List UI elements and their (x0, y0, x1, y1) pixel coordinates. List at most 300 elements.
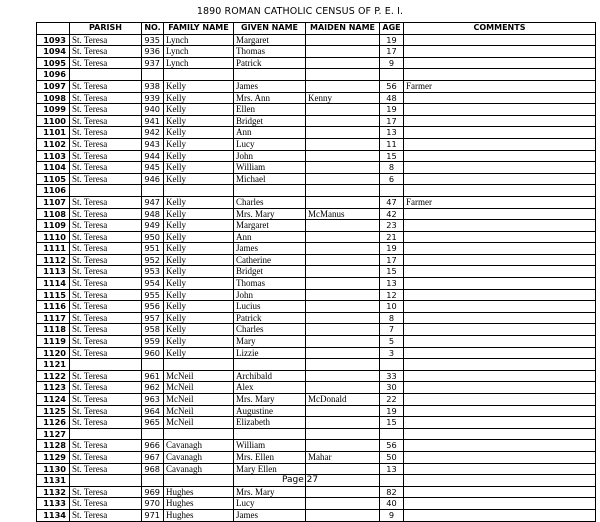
census-table (36, 22, 596, 522)
given-name-cell: Mrs. Mary (234, 486, 306, 498)
age-cell: 56 (380, 440, 404, 452)
table-row (37, 417, 596, 429)
family-name-cell: Lynch (164, 34, 234, 46)
comments-cell (404, 289, 596, 301)
comments-cell (404, 231, 596, 243)
age-cell: 47 (380, 196, 404, 208)
number-cell: 962 (142, 382, 164, 394)
comments-cell (404, 127, 596, 139)
table-row (37, 254, 596, 266)
given-name-cell: James (234, 80, 306, 92)
family-name-cell: Kelly (164, 347, 234, 359)
maiden-name-cell (306, 162, 380, 174)
age-cell: 7 (380, 324, 404, 336)
comments-cell (404, 324, 596, 336)
row-number-cell: 1107 (37, 196, 70, 208)
family-name-cell: Kelly (164, 266, 234, 278)
maiden-name-cell (306, 324, 380, 336)
row-number-cell: 1108 (37, 208, 70, 220)
comments-cell (404, 46, 596, 58)
comments-cell: Farmer (404, 80, 596, 92)
number-cell: 941 (142, 115, 164, 127)
table-row (37, 301, 596, 313)
number-cell: 969 (142, 486, 164, 498)
comments-cell (404, 150, 596, 162)
number-cell: 951 (142, 243, 164, 255)
comments-cell (404, 498, 596, 510)
comments-cell (404, 370, 596, 382)
maiden-name-cell (306, 80, 380, 92)
row-number-cell: 1098 (37, 92, 70, 104)
row-number-cell: 1095 (37, 57, 70, 69)
family-name-cell: Kelly (164, 289, 234, 301)
given-name-cell: Charles (234, 324, 306, 336)
given-name-cell: James (234, 243, 306, 255)
number-cell: 949 (142, 220, 164, 232)
row-number-cell: 1134 (37, 509, 70, 521)
row-number-cell: 1126 (37, 417, 70, 429)
family-name-cell: Kelly (164, 92, 234, 104)
parish-cell: St. Teresa (70, 57, 142, 69)
row-number-cell: 1104 (37, 162, 70, 174)
page-title: 1890 ROMAN CATHOLIC CENSUS OF P. E. I. (196, 6, 404, 17)
number-cell: 964 (142, 405, 164, 417)
row-number-cell: 1109 (37, 220, 70, 232)
number-cell: 953 (142, 266, 164, 278)
age-cell: 17 (380, 115, 404, 127)
row-number-cell: 1096 (37, 69, 70, 81)
comments-cell (404, 92, 596, 104)
given-name-cell: John (234, 150, 306, 162)
comments-cell (404, 266, 596, 278)
table-row (37, 347, 596, 359)
comments-cell (404, 185, 596, 197)
age-cell (380, 69, 404, 81)
table-row (37, 46, 596, 58)
table-row (37, 115, 596, 127)
row-number-cell: 1106 (37, 185, 70, 197)
number-cell: 938 (142, 80, 164, 92)
family-name-cell: Kelly (164, 336, 234, 348)
given-name-cell: Lucius (234, 301, 306, 313)
number-cell: 950 (142, 231, 164, 243)
parish-cell: St. Teresa (70, 312, 142, 324)
maiden-name-cell (306, 57, 380, 69)
family-name-cell (164, 428, 234, 440)
parish-cell: St. Teresa (70, 243, 142, 255)
given-name-cell: Mary Ellen (234, 463, 306, 475)
comments-cell (404, 382, 596, 394)
given-name-cell (234, 359, 306, 371)
table-row (37, 231, 596, 243)
number-cell: 963 (142, 394, 164, 406)
family-name-cell: Kelly (164, 312, 234, 324)
number-cell (142, 69, 164, 81)
maiden-name-cell (306, 463, 380, 475)
age-cell: 15 (380, 150, 404, 162)
parish-cell: St. Teresa (70, 486, 142, 498)
age-cell: 9 (380, 509, 404, 521)
family-name-cell: Kelly (164, 208, 234, 220)
row-number-cell: 1130 (37, 463, 70, 475)
parish-cell: St. Teresa (70, 509, 142, 521)
given-name-cell: Catherine (234, 254, 306, 266)
age-cell: 21 (380, 231, 404, 243)
comments-cell (404, 312, 596, 324)
parish-cell: St. Teresa (70, 173, 142, 185)
maiden-name-cell: Kenny (306, 92, 380, 104)
age-cell: 50 (380, 451, 404, 463)
parish-cell (70, 359, 142, 371)
parish-cell (70, 69, 142, 81)
row-number-cell: 1100 (37, 115, 70, 127)
row-number-cell: 1129 (37, 451, 70, 463)
maiden-name-cell (306, 266, 380, 278)
comments-cell (404, 162, 596, 174)
number-cell: 960 (142, 347, 164, 359)
parish-cell: St. Teresa (70, 231, 142, 243)
age-cell: 11 (380, 138, 404, 150)
row-number-cell: 1128 (37, 440, 70, 452)
age-cell: 33 (380, 370, 404, 382)
parish-cell: St. Teresa (70, 254, 142, 266)
maiden-name-cell (306, 486, 380, 498)
age-cell: 15 (380, 417, 404, 429)
comments-cell (404, 347, 596, 359)
comments-cell (404, 359, 596, 371)
family-name-cell: Kelly (164, 127, 234, 139)
parish-cell: St. Teresa (70, 34, 142, 46)
given-name-cell: Mrs. Ann (234, 92, 306, 104)
row-number-cell: 1125 (37, 405, 70, 417)
family-name-cell: Kelly (164, 254, 234, 266)
number-cell: 959 (142, 336, 164, 348)
maiden-name-cell (306, 196, 380, 208)
maiden-name-cell (306, 231, 380, 243)
number-cell: 955 (142, 289, 164, 301)
comments-cell (404, 428, 596, 440)
age-cell (380, 359, 404, 371)
comments-cell (404, 69, 596, 81)
table-row (37, 138, 596, 150)
comments-cell (404, 405, 596, 417)
given-name-cell: Mrs. Mary (234, 208, 306, 220)
number-cell: 943 (142, 138, 164, 150)
given-name-cell: Thomas (234, 278, 306, 290)
parish-cell: St. Teresa (70, 278, 142, 290)
given-name-cell: Mary (234, 336, 306, 348)
parish-cell: St. Teresa (70, 92, 142, 104)
comments-cell (404, 34, 596, 46)
row-number-cell: 1102 (37, 138, 70, 150)
given-name-cell: Patrick (234, 57, 306, 69)
maiden-name-cell (306, 370, 380, 382)
parish-cell: St. Teresa (70, 266, 142, 278)
age-cell: 9 (380, 57, 404, 69)
table-row (37, 92, 596, 104)
family-name-cell: Lynch (164, 46, 234, 58)
age-cell: 13 (380, 463, 404, 475)
given-name-cell (234, 428, 306, 440)
parish-cell: St. Teresa (70, 46, 142, 58)
row-number-cell: 1117 (37, 312, 70, 324)
comments-cell (404, 254, 596, 266)
column-header-comments: COMMENTS (404, 23, 596, 35)
maiden-name-cell (306, 428, 380, 440)
parish-cell: St. Teresa (70, 289, 142, 301)
maiden-name-cell (306, 185, 380, 197)
age-cell: 19 (380, 104, 404, 116)
given-name-cell: Michael (234, 173, 306, 185)
table-row (37, 196, 596, 208)
family-name-cell (164, 69, 234, 81)
number-cell: 944 (142, 150, 164, 162)
family-name-cell: Kelly (164, 231, 234, 243)
family-name-cell: Kelly (164, 301, 234, 313)
table-row (37, 185, 596, 197)
table-row (37, 486, 596, 498)
parish-cell: St. Teresa (70, 115, 142, 127)
table-row (37, 104, 596, 116)
row-number-cell: 1132 (37, 486, 70, 498)
family-name-cell (164, 185, 234, 197)
number-cell: 935 (142, 34, 164, 46)
maiden-name-cell (306, 173, 380, 185)
family-name-cell: Kelly (164, 278, 234, 290)
row-number-cell: 1093 (37, 34, 70, 46)
age-cell: 19 (380, 34, 404, 46)
page-number: Page 27 (281, 475, 319, 485)
given-name-cell: Lizzie (234, 347, 306, 359)
maiden-name-cell: McDonald (306, 394, 380, 406)
family-name-cell: Kelly (164, 162, 234, 174)
table-row (37, 127, 596, 139)
age-cell: 12 (380, 289, 404, 301)
comments-cell (404, 451, 596, 463)
table-row (37, 289, 596, 301)
number-cell: 947 (142, 196, 164, 208)
parish-cell: St. Teresa (70, 463, 142, 475)
given-name-cell: Patrick (234, 312, 306, 324)
table-row (37, 69, 596, 81)
number-cell: 970 (142, 498, 164, 510)
table-row (37, 80, 596, 92)
maiden-name-cell (306, 220, 380, 232)
given-name-cell: Mrs. Mary (234, 394, 306, 406)
given-name-cell: Bridget (234, 115, 306, 127)
given-name-cell (234, 69, 306, 81)
parish-cell: St. Teresa (70, 127, 142, 139)
family-name-cell: McNeil (164, 394, 234, 406)
number-cell: 967 (142, 451, 164, 463)
age-cell: 15 (380, 266, 404, 278)
number-cell: 957 (142, 312, 164, 324)
age-cell: 56 (380, 80, 404, 92)
comments-cell (404, 138, 596, 150)
table-header-row (37, 23, 596, 35)
given-name-cell: Margaret (234, 220, 306, 232)
family-name-cell: Kelly (164, 138, 234, 150)
number-cell: 940 (142, 104, 164, 116)
column-header-maiden-name: MAIDEN NAME (306, 23, 380, 35)
age-cell: 6 (380, 173, 404, 185)
family-name-cell: Kelly (164, 115, 234, 127)
age-cell: 13 (380, 127, 404, 139)
table-row (37, 34, 596, 46)
number-cell: 936 (142, 46, 164, 58)
number-cell: 966 (142, 440, 164, 452)
parish-cell (70, 185, 142, 197)
row-number-cell: 1119 (37, 336, 70, 348)
number-cell: 956 (142, 301, 164, 313)
maiden-name-cell (306, 115, 380, 127)
comments-cell (404, 115, 596, 127)
row-number-cell: 1121 (37, 359, 70, 371)
number-cell (142, 428, 164, 440)
given-name-cell: Ellen (234, 104, 306, 116)
row-number-cell: 1116 (37, 301, 70, 313)
maiden-name-cell (306, 34, 380, 46)
family-name-cell: McNeil (164, 370, 234, 382)
maiden-name-cell (306, 417, 380, 429)
family-name-cell: Hughes (164, 486, 234, 498)
family-name-cell: Kelly (164, 173, 234, 185)
number-cell: 945 (142, 162, 164, 174)
table-row (37, 428, 596, 440)
age-cell: 82 (380, 486, 404, 498)
table-row (37, 359, 596, 371)
maiden-name-cell (306, 254, 380, 266)
number-cell: 961 (142, 370, 164, 382)
row-number-cell: 1105 (37, 173, 70, 185)
table-row (37, 370, 596, 382)
row-number-cell: 1094 (37, 46, 70, 58)
parish-cell: St. Teresa (70, 150, 142, 162)
maiden-name-cell (306, 46, 380, 58)
parish-cell: St. Teresa (70, 498, 142, 510)
number-cell: 939 (142, 92, 164, 104)
parish-cell: St. Teresa (70, 405, 142, 417)
given-name-cell: Lucy (234, 138, 306, 150)
maiden-name-cell (306, 405, 380, 417)
given-name-cell: Ann (234, 231, 306, 243)
number-cell: 942 (142, 127, 164, 139)
family-name-cell: Hughes (164, 498, 234, 510)
row-number-cell: 1114 (37, 278, 70, 290)
comments-cell (404, 394, 596, 406)
number-cell: 958 (142, 324, 164, 336)
age-cell: 8 (380, 162, 404, 174)
given-name-cell: Thomas (234, 46, 306, 58)
parish-cell: St. Teresa (70, 451, 142, 463)
given-name-cell: Archibald (234, 370, 306, 382)
table-row (37, 220, 596, 232)
age-cell: 40 (380, 498, 404, 510)
age-cell: 10 (380, 301, 404, 313)
comments-cell (404, 173, 596, 185)
family-name-cell: Cavanagh (164, 451, 234, 463)
family-name-cell: Hughes (164, 509, 234, 521)
parish-cell: St. Teresa (70, 336, 142, 348)
age-cell: 8 (380, 312, 404, 324)
table-row (37, 243, 596, 255)
row-number-cell: 1101 (37, 127, 70, 139)
maiden-name-cell (306, 440, 380, 452)
table-row (37, 278, 596, 290)
maiden-name-cell: Mahar (306, 451, 380, 463)
given-name-cell: Margaret (234, 34, 306, 46)
comments-cell (404, 417, 596, 429)
table-row (37, 57, 596, 69)
maiden-name-cell (306, 69, 380, 81)
maiden-name-cell: McManus (306, 208, 380, 220)
age-cell: 17 (380, 254, 404, 266)
comments-cell (404, 57, 596, 69)
comments-cell (404, 208, 596, 220)
table-row (37, 208, 596, 220)
family-name-cell: Kelly (164, 104, 234, 116)
table-row (37, 451, 596, 463)
given-name-cell: James (234, 509, 306, 521)
parish-cell: St. Teresa (70, 104, 142, 116)
table-row (37, 150, 596, 162)
table-row (37, 382, 596, 394)
table-row (37, 405, 596, 417)
comments-cell (404, 301, 596, 313)
given-name-cell: Alex (234, 382, 306, 394)
table-row (37, 336, 596, 348)
table-row (37, 394, 596, 406)
age-cell: 48 (380, 92, 404, 104)
age-cell: 3 (380, 347, 404, 359)
given-name-cell: Mrs. Ellen (234, 451, 306, 463)
comments-cell (404, 104, 596, 116)
family-name-cell: Kelly (164, 220, 234, 232)
row-number-cell: 1118 (37, 324, 70, 336)
table-row (37, 173, 596, 185)
number-cell: 968 (142, 463, 164, 475)
number-cell (142, 359, 164, 371)
row-number-cell: 1124 (37, 394, 70, 406)
parish-cell (70, 428, 142, 440)
given-name-cell: Augustine (234, 405, 306, 417)
number-cell: 965 (142, 417, 164, 429)
age-cell: 22 (380, 394, 404, 406)
age-cell (380, 428, 404, 440)
comments-cell (404, 486, 596, 498)
parish-cell: St. Teresa (70, 417, 142, 429)
row-number-cell: 1131 (37, 475, 70, 487)
row-number-cell: 1115 (37, 289, 70, 301)
row-number-cell: 1111 (37, 243, 70, 255)
family-name-cell: Cavanagh (164, 463, 234, 475)
maiden-name-cell (306, 243, 380, 255)
table-row (37, 266, 596, 278)
age-cell: 23 (380, 220, 404, 232)
given-name-cell: John (234, 289, 306, 301)
comments-cell (404, 243, 596, 255)
age-cell: 19 (380, 243, 404, 255)
row-number-cell: 1103 (37, 150, 70, 162)
number-cell: 937 (142, 57, 164, 69)
family-name-cell: McNeil (164, 405, 234, 417)
age-cell: 13 (380, 278, 404, 290)
comments-cell (404, 463, 596, 475)
age-cell (380, 185, 404, 197)
comments-cell (404, 278, 596, 290)
row-number-cell: 1097 (37, 80, 70, 92)
given-name-cell (234, 185, 306, 197)
